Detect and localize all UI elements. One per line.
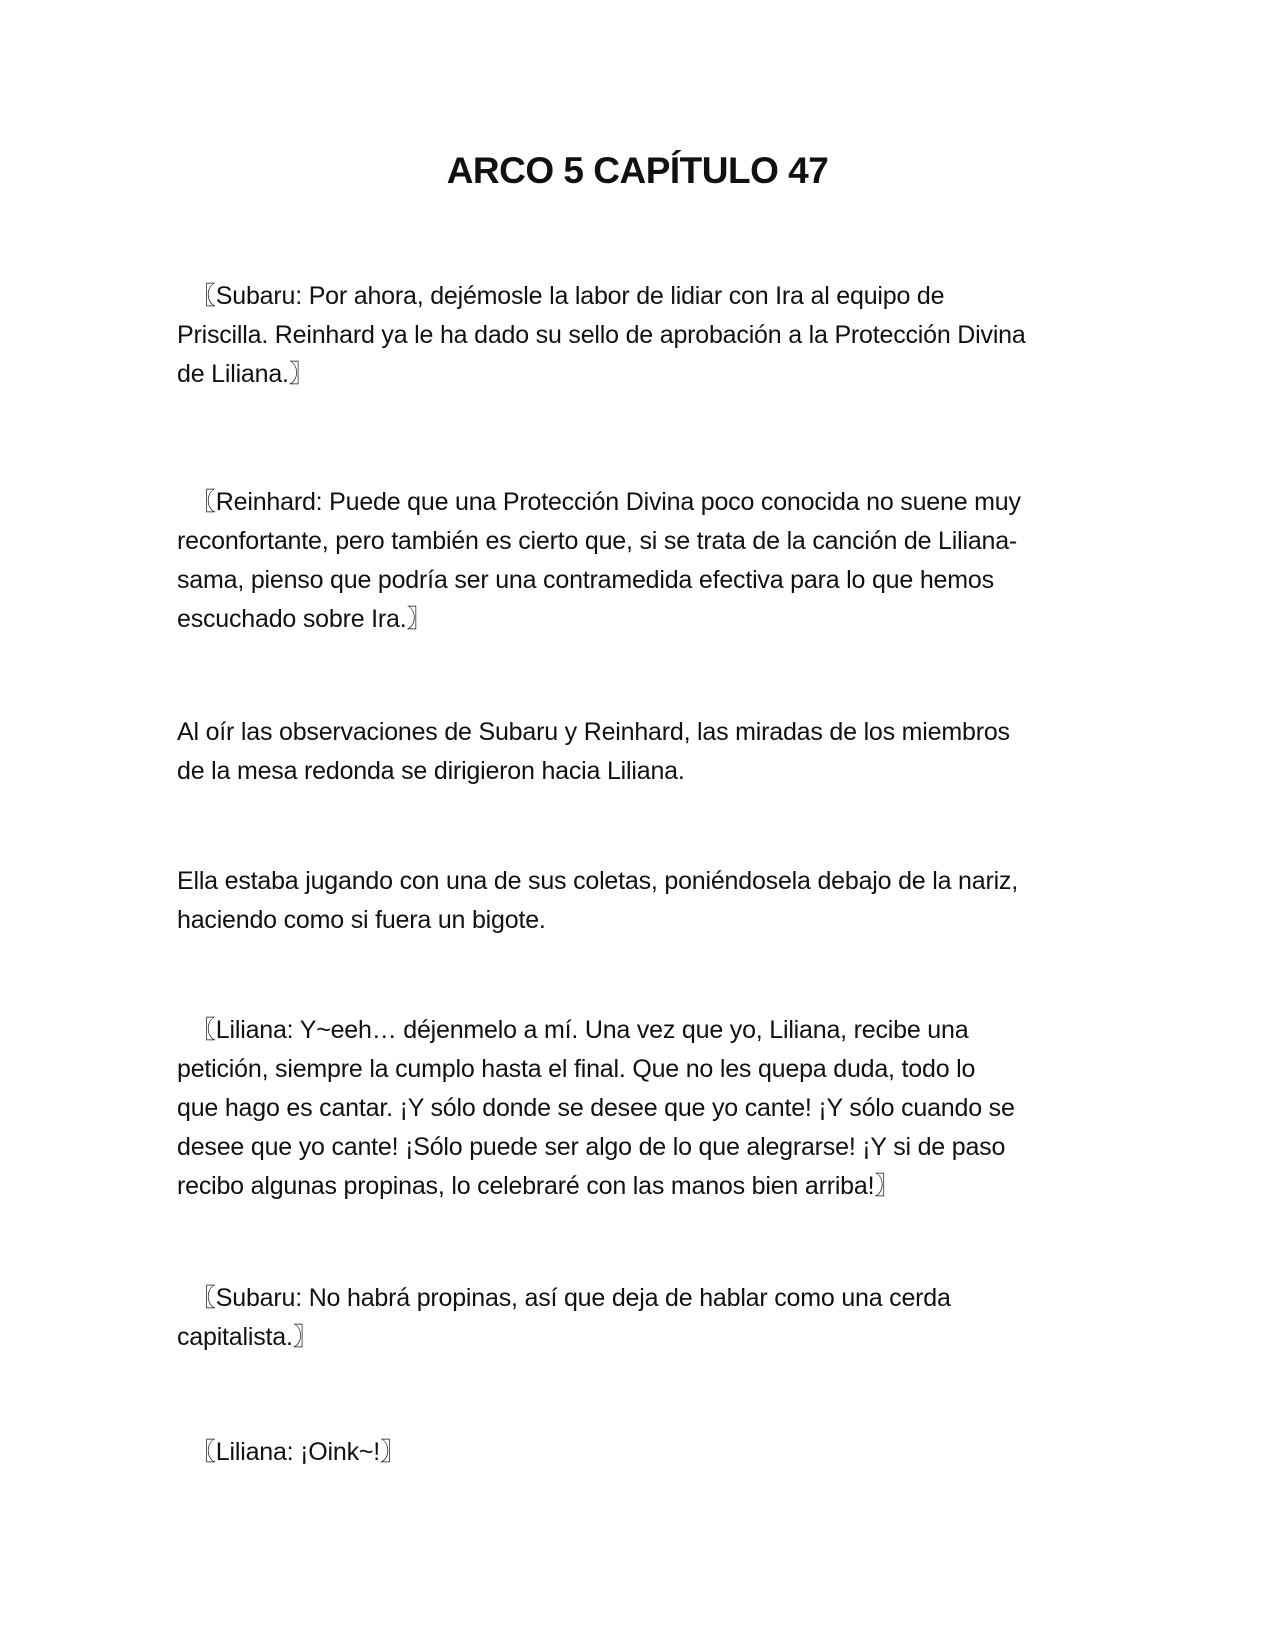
paragraph-line: haciendo como si fuera un bigote. [177, 906, 546, 934]
paragraph-line: desee que yo cante! ¡Sólo puede ser algo de lo que alegrarse! ¡Y si de paso [177, 1133, 1006, 1161]
paragraph-narration-1 [177, 713, 1097, 791]
chapter-title: ARCO 5 CAPÍTULO 47 [446, 150, 829, 191]
paragraph-line: capitalista.〗 [177, 1323, 318, 1351]
paragraph-narration-2 [177, 862, 1097, 940]
paragraph-line: 〖Subaru: No habrá propinas, así que deja de hablar como una cerda [191, 1284, 951, 1312]
paragraph-subaru-2 [177, 1279, 1097, 1357]
paragraph-liliana-1 [177, 1011, 1097, 1206]
paragraph-line: escuchado sobre Ira.〗 [177, 605, 432, 633]
paragraph-reinhard [177, 483, 1097, 639]
paragraph-line: petición, siempre la cumplo hasta el final. Que no les quepa duda, todo lo [177, 1055, 976, 1083]
paragraph-line: reconfortante, pero también es cierto que, si se trata de la canción de Liliana- [177, 527, 1018, 555]
paragraph-line: 〖Liliana: ¡Oink~!〗 [191, 1438, 405, 1466]
paragraph-line: Al oír las observaciones de Subaru y Reinhard, las miradas de los miembros [177, 718, 1010, 746]
paragraph-line: de la mesa redonda se dirigieron hacia Liliana. [177, 757, 685, 785]
paragraph-line: recibo algunas propinas, lo celebraré con las manos bien arriba!〗 [177, 1172, 900, 1200]
paragraph-line: Priscilla. Reinhard ya le ha dado su sello de aprobación a la Protección Divina [177, 321, 1026, 349]
paragraph-line: de Liliana.〗 [177, 360, 314, 388]
paragraph-liliana-2 [177, 1433, 1097, 1472]
paragraph-line: sama, pienso que podría ser una contramedida efectiva para lo que hemos [177, 566, 994, 594]
paragraph-line: 〖Liliana: Y~eeh… déjenmelo a mí. Una vez que yo, Liliana, recibe una [191, 1016, 969, 1044]
paragraph-subaru-1 [177, 277, 1097, 394]
paragraph-line: que hago es cantar. ¡Y sólo donde se desee que yo cante! ¡Y sólo cuando se [177, 1094, 1015, 1122]
paragraph-line: 〖Subaru: Por ahora, dejémosle la labor de lidiar con Ira al equipo de [191, 282, 945, 310]
paragraph-line: Ella estaba jugando con una de sus coletas, poniéndosela debajo de la nariz, [177, 867, 1018, 895]
paragraph-line: 〖Reinhard: Puede que una Protección Divina poco conocida no suene muy [191, 488, 1021, 516]
